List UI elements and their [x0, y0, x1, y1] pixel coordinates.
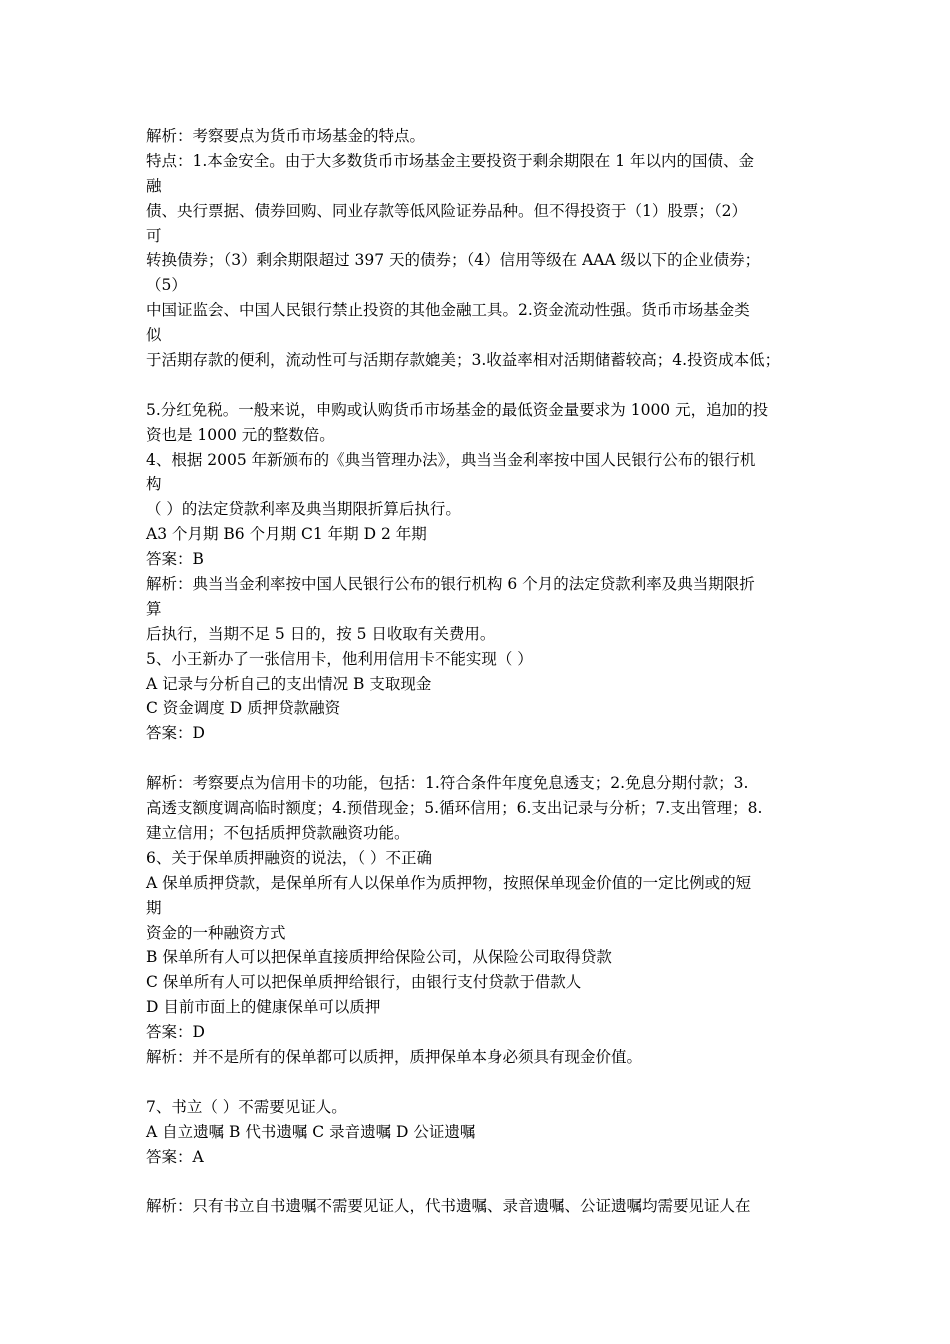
blank-line	[146, 746, 826, 771]
text-line: 可	[146, 226, 162, 245]
blank-line	[146, 1169, 826, 1194]
question-6: 6、关于保单质押融资的说法，（ ）不正确	[146, 848, 433, 867]
answer-line: 答案：D	[146, 724, 205, 743]
text-line: 期	[146, 898, 162, 917]
text-line: 转换债券；（3）剩余期限超过 397 天的债券；（4）信用等级在 AAA 级以下的企业债券；	[146, 251, 761, 270]
text-line: 债、央行票据、债券回购、同业存款等低风险证券品种。但不得投资于（1）股票；（2）	[146, 201, 747, 220]
text-line: 于活期存款的便利，流动性可与活期存款媲美；3.收益率相对活期储蓄较高；4.投资成本低；	[146, 351, 781, 370]
text-line: 后执行，当期不足 5 日的，按 5 日收取有关费用。	[146, 624, 496, 643]
question-7: 7、书立（ ）不需要见证人。	[146, 1097, 347, 1116]
text-line: （ ）的法定贷款利率及典当期限折算后执行。	[146, 500, 461, 519]
text-line: 资金的一种融资方式	[146, 923, 286, 942]
text-line: （5）	[146, 276, 187, 295]
document-page	[146, 124, 826, 1219]
text-line: 5.分红免税。一般来说，申购或认购货币市场基金的最低资金量要求为 1000 元，追加的投	[146, 400, 769, 419]
answer-line: 答案：A	[146, 1147, 204, 1166]
answer-options: D 目前市面上的健康保单可以质押	[146, 998, 381, 1017]
text-line: 高透支额度调高临时额度；4.预借现金；5.循环信用；6.支出记录与分析；7.支出管理；8.	[146, 799, 763, 818]
text-line: 解析：只有书立自书遗嘱不需要见证人，代书遗嘱、录音遗嘱、公证遗嘱均需要见证人在	[146, 1197, 751, 1216]
answer-options: A3 个月期 B6 个月期 C1 年期 D 2 年期	[146, 525, 427, 544]
answer-line: 答案：B	[146, 550, 204, 569]
text-line: 特点：1.本金安全。由于大多数货币市场基金主要投资于剩余期限在 1 年以内的国债、金	[146, 151, 755, 170]
blank-line	[146, 373, 826, 398]
question-4: 4、根据 2005 年新颁布的《典当管理办法》，典当当金利率按中国人民银行公布的银行机	[146, 450, 756, 469]
answer-options: C 资金调度 D 质押贷款融资	[146, 699, 341, 718]
blank-line	[146, 1070, 826, 1095]
text-line: 解析：考察要点为信用卡的功能，包括：1.符合条件年度免息透支；2.免息分期付款；3.	[146, 774, 749, 793]
text-line: 中国证监会、中国人民银行禁止投资的其他金融工具。2.资金流动性强。货币市场基金类	[146, 301, 750, 320]
answer-options: C 保单所有人可以把保单质押给银行，由银行支付贷款于借款人	[146, 973, 582, 992]
text-line: 建立信用；不包括质押贷款融资功能。	[146, 823, 410, 842]
text-line: 资也是 1000 元的整数倍。	[146, 425, 335, 444]
answer-options: A 保单质押贷款，是保单所有人以保单作为质押物，按照保单现金价值的一定比例或的短	[146, 873, 752, 892]
answer-options: A 自立遗嘱 B 代书遗嘱 C 录音遗嘱 D 公证遗嘱	[146, 1122, 476, 1141]
answer-options: A 记录与分析自己的支出情况 B 支取现金	[146, 674, 432, 693]
text-line: 解析：考察要点为货币市场基金的特点。	[146, 127, 426, 145]
question-5: 5、小王新办了一张信用卡，他利用信用卡不能实现（ ）	[146, 649, 533, 668]
text-line: 构	[146, 475, 162, 494]
text-line: 解析：典当当金利率按中国人民银行公布的银行机构 6 个月的法定贷款利率及典当期限折	[146, 575, 755, 594]
text-line: 解析：并不是所有的保单都可以质押，质押保单本身必须具有现金价值。	[146, 1047, 643, 1066]
text-line: 似	[146, 326, 162, 345]
text-line: 融	[146, 176, 162, 195]
answer-line: 答案：D	[146, 1023, 205, 1042]
text-line: 算	[146, 599, 162, 618]
answer-options: B 保单所有人可以把保单直接质押给保险公司，从保险公司取得贷款	[146, 948, 612, 967]
